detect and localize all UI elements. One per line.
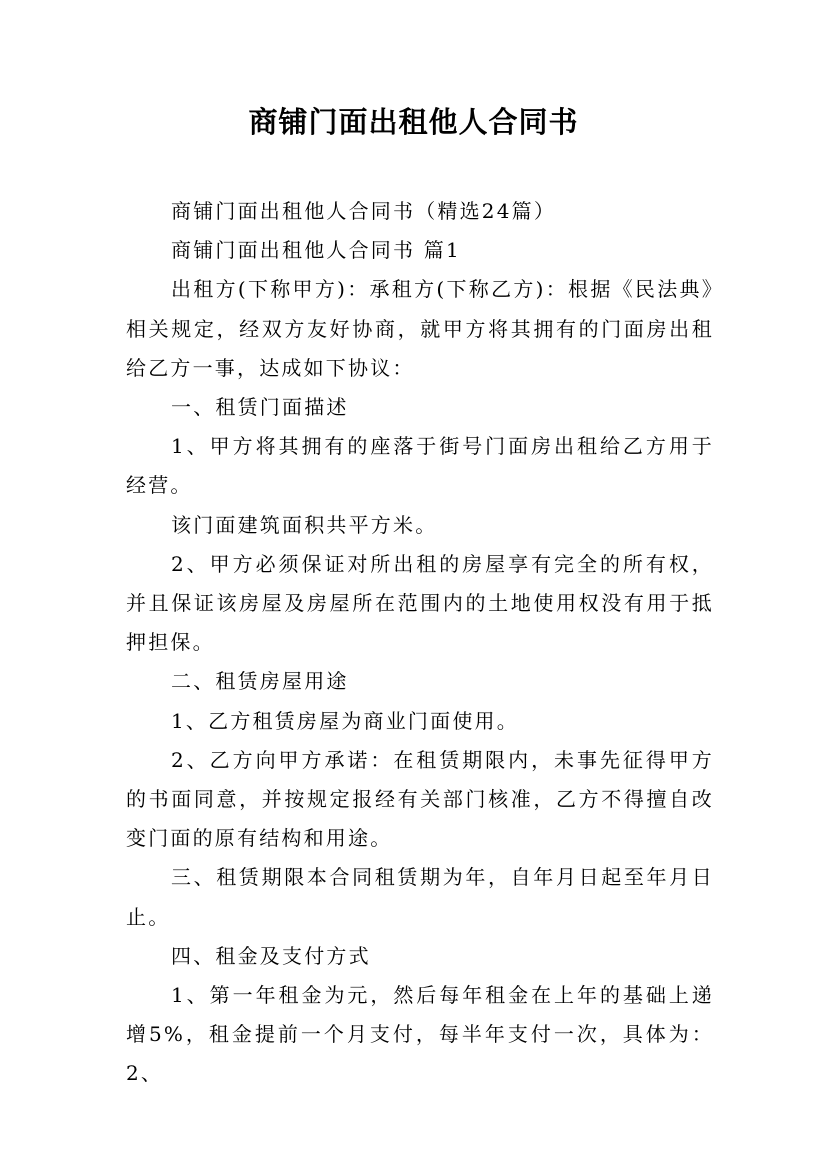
- paragraph: 1、第一年租金为元，然后每年租金在上年的基础上递增5%，租金提前一个月支付，每半年支付一次，具体为：2、: [126, 983, 714, 1086]
- paragraph: 商铺门面出租他人合同书（精选24篇）: [171, 199, 557, 223]
- paragraph: 1、乙方租赁房屋为商业门面使用。: [171, 708, 519, 733]
- paragraph: 二、租赁房屋用途: [171, 669, 349, 694]
- paragraph: 出租方(下称甲方)：承租方(下称乙方)：根据《民法典》相关规定，经双方友好协商，就甲方将其拥有的门面房出租给乙方一事，达成如下协议：: [126, 277, 714, 380]
- paragraph: 1、甲方将其拥有的座落于街号门面房出租给乙方用于经营。: [126, 434, 714, 498]
- paragraph: 2、乙方向甲方承诺：在租赁期限内，未事先征得甲方的书面同意，并按规定报经有关部门核准，乙方不得擅自改变门面的原有结构和用途。: [126, 747, 714, 851]
- paragraph: 四、租金及支付方式: [171, 943, 371, 968]
- paragraph: 商铺门面出租他人合同书 篇1: [171, 238, 461, 263]
- document-body: [126, 192, 714, 1094]
- document-title: 商铺门面出租他人合同书: [248, 105, 579, 139]
- paragraph: 一、租赁门面描述: [171, 395, 349, 420]
- paragraph: 2、甲方必须保证对所出租的房屋享有完全的所有权，并且保证该房屋及房屋所在范围内的土地使用权没有用于抵押担保。: [126, 551, 714, 655]
- paragraph: 三、租赁期限本合同租赁期为年，自年月日起至年月日止。: [126, 865, 714, 929]
- paragraph: 该门面建筑面积共平方米。: [171, 512, 438, 537]
